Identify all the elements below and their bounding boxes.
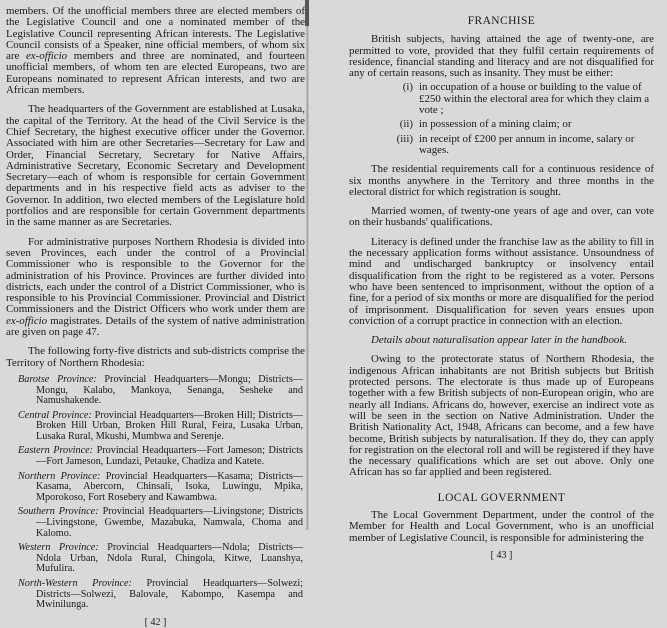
section-heading-local-government: LOCAL GOVERNMENT	[437, 491, 566, 504]
paragraph-districts-intro: The following forty-five districts and sub-districts comprise the Territory of Northern Rhodesia:	[6, 345, 305, 369]
province-list	[6, 375, 305, 611]
paragraph-legislative-council	[6, 6, 305, 96]
province-text: Provincial Headquarters—Ndola; Districts—Ndola Urban, Ndola Rural, Chingola, Kitwe, Luanshya, Mufulira.	[36, 542, 304, 575]
province-entry	[12, 375, 303, 407]
paragraph-headquarters: The headquarters of the Government are established at Lusaka, the capital of the Territory. At the head of the Civil Service is the Chief Secretary, the highest executive officer under the Governor. Associated with him are other Secretaries—Secretary for Law and Order, Financial Secretary, Secretary for Native Affairs, Administrative Secretary, Economic Secretary and Development Secretary—each of whom is responsible for certain Government departments and in his respective field acts as adviser to the Governor. In addition, two elected members of the Legislature hold portfolios and are responsible for certain Government departments in the same manner as are Secretaries.	[6, 103, 305, 229]
page-number: [ 43 ]	[490, 549, 513, 561]
province-name: North-Western Province:	[18, 578, 132, 589]
book-spine-shadow	[305, 0, 309, 26]
province-text: Provincial Headquarters—Kasama; Districts—Kasama, Abercorn, Chinsali, Isoka, Luwingu, Mpika, Mporokoso, Fort Rosebery and Kawambwa.	[36, 470, 303, 503]
paragraph-local-government: The Local Government Department, under the control of the Member for Health and Local Government, who is an unofficial member of Legislative Council, is responsible for administering the	[349, 508, 654, 544]
paragraph-franchise-intro: British subjects, having attained the age of twenty-one, are permitted to vote, provided that they fulfil certain requirements of residence, financial standing and literacy and are not disqualified for any of certain reasons, such as insanity. They must be either:	[349, 33, 654, 80]
province-entry	[12, 472, 303, 504]
list-text: in possession of a mining claim; or	[419, 118, 572, 131]
qualification-list	[349, 82, 654, 156]
province-name: Southern Province:	[18, 506, 99, 518]
list-number: (ii)	[399, 118, 413, 131]
province-name: Northern Province:	[18, 470, 101, 482]
italic-term: ex-officio	[6, 314, 48, 327]
paragraph-married-women: Married women, of twenty-one years of age and over, can vote on their husbands' qualifications.	[349, 205, 654, 229]
province-text: Provincial Headquarters—Livingstone; Districts—Livingstone, Gwembe, Mazabuka, Namwala, Choma and Kalomo.	[36, 506, 303, 539]
province-name: Central Province:	[18, 409, 92, 421]
page-number: [ 42 ]	[144, 616, 167, 628]
paragraph-protectorate: Owing to the protectorate status of Northern Rhodesia, the indigenous African inhabitants are not British subjects but British protected persons. The electorate is thus made up of Europeans together with a few British subjects of non-European origin, who are nearly all Indians. Africans do, however, exercise an indirect vote as will be seen in the section on Native Administration. Under the British Nationality Act, 1948, Africans can become, and a few have become, British subjects by naturalisation. If they do, they can apply for registration on the electoral roll and will be registered if they have the necessary qualifications which are set out above. Only one African has so far applied and been registered.	[349, 353, 654, 479]
province-text: Provincial Headquarters—Solwezi; Districts—Solwezi, Balovale, Kabompo, Kasempa and Mwinilunga.	[36, 578, 304, 611]
province-name: Barotse Province:	[18, 373, 97, 385]
paragraph-residential: The residential requirements call for a continuous residence of six months anywhere in the Territory and three months in the electoral district for which registration is sought.	[349, 163, 654, 198]
left-page	[6, 6, 305, 628]
italic-term: ex-officio	[25, 50, 68, 63]
text: For administrative purposes Northern Rhodesia is divided into seven Provinces, each under the control of a Provincial Commissioner who is responsible to the Governor for the administration of his Province. Provinces are further divided into districts, each under the control of a District Commissioner, who is responsible to his Provincial Commissioner. Provincial and District Commissioners and the District Officers who work under them are	[6, 235, 305, 316]
province-text: Provincial Headquarters—Broken Hill; Districts—Broken Hill Urban, Broken Hill Rural, Feira, Lusaka Urban, Lusaka Rural, Mkushi, Mumbwa and Serenje.	[36, 409, 303, 442]
list-text: in receipt of £200 per annum in income, salary or wages.	[419, 132, 635, 156]
list-text: in occupation of a house or building to the value of £250 within the electoral area for which they claim a vote ;	[419, 81, 650, 117]
paragraph-provinces	[6, 237, 305, 339]
province-text: Provincial Headquarters—Mongu; Districts—Mongu, Kalabo, Mankoya, Senanga, Sesheke and Namushakende.	[36, 373, 304, 407]
list-item	[349, 119, 654, 130]
book-gutter	[306, 0, 309, 530]
text: members. Of the unofficial members three are elected members of the Legislative Council and one a nominated member of the Legislative Council representing African interests. The Legislative Council consists of a Speaker, nine official members, of whom six are	[6, 5, 305, 63]
list-number: (i)	[402, 81, 413, 94]
province-name: Western Province:	[18, 542, 99, 554]
province-entry	[12, 446, 303, 467]
text: members and three are nominated, and fourteen unofficial members, of whom ten are elected Europeans, two are Europeans nominated to represent African interests, and two are African members.	[6, 50, 305, 97]
province-entry	[12, 507, 303, 539]
right-page	[349, 16, 654, 561]
province-entry	[12, 579, 303, 611]
province-name: Eastern Province:	[18, 445, 94, 457]
section-heading-franchise: FRANCHISE	[467, 15, 536, 27]
province-text: Provincial Headquarters—Fort Jameson; Districts—Fort Jameson, Lundazi, Petauke, Chadiza and Katete.	[36, 445, 303, 468]
list-item	[349, 134, 654, 157]
province-entry	[12, 543, 303, 575]
paragraph-naturalisation-note: Details about naturalisation appear later in the handbook.	[371, 334, 627, 347]
text: magistrates. Details of the system of native administration are given on page 47.	[6, 314, 305, 339]
list-number: (iii)	[396, 132, 413, 145]
list-item	[349, 82, 654, 116]
paragraph-literacy: Literacy is defined under the franchise law as the ability to fill in the necessary application forms without assistance. Unsoundness of mind and undischarged bankruptcy or insolvency entail disqualification from the right to be registered as a voter. Persons who have been sentenced to imprisonment, without the option of a fine, for a period of six months or more are disqualified for the period of imprisonment. Disqualification for seven years ensues upon conviction of a corrupt practice in connection with an election.	[349, 235, 654, 327]
province-entry	[12, 411, 303, 443]
